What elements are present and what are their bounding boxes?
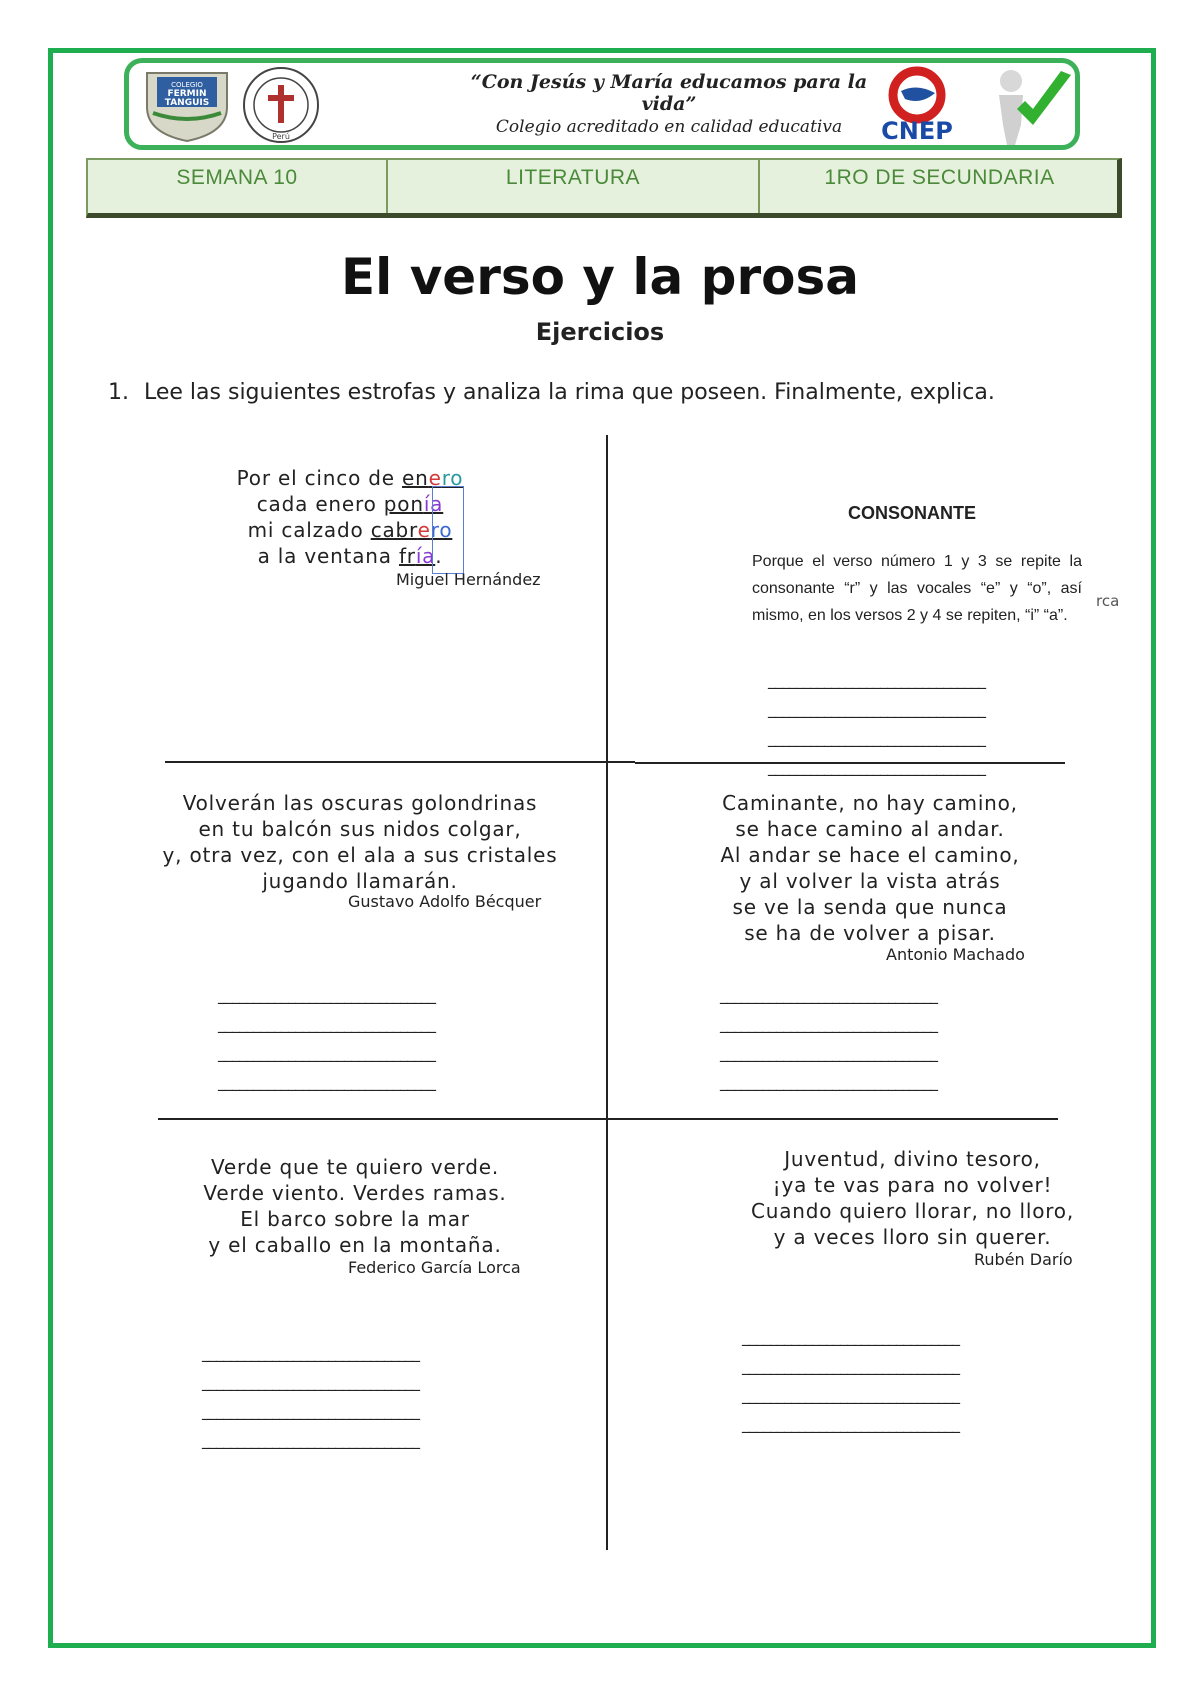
blank-line: _______________________________ <box>720 1014 937 1033</box>
blank-line: _______________________________ <box>768 757 985 776</box>
blank-line: _______________________________ <box>768 699 985 718</box>
poem-line: Caminante, no hay camino, <box>722 791 1018 815</box>
instruction <box>108 380 995 405</box>
crest-text-3: TANGUIS <box>164 98 210 108</box>
poem-5 <box>735 1146 1090 1250</box>
checkmark-figure-icon <box>981 63 1077 147</box>
blank-line: _______________________________ <box>218 1043 435 1062</box>
poem-line: y, otra vez, con el ala a sus cristales <box>162 843 558 867</box>
blank-line: _______________________________ <box>720 1043 937 1062</box>
instruction-text: Lee las siguientes estrofas y analiza la rima que poseen. Finalmente, explica. <box>144 380 995 405</box>
seal-text: Perú <box>272 132 290 141</box>
page-subtitle: Ejercicios <box>535 318 665 346</box>
blank-line: _______________________________ <box>742 1327 959 1346</box>
blank-line: _______________________________ <box>742 1385 959 1404</box>
poem-4-author: Federico García Lorca <box>348 1258 521 1277</box>
poem-line: se hace camino al andar. <box>735 817 1005 841</box>
crest-text-2: FERMIN <box>167 89 207 99</box>
poem-line: Al andar se hace el camino, <box>720 843 1020 867</box>
instruction-number: 1. <box>108 380 129 405</box>
poem-line: Cuando quiero llorar, no lloro, <box>750 1199 1075 1223</box>
poem-1-line-2: cada enero ponía <box>256 492 444 516</box>
blank-line: _______________________________ <box>218 1014 435 1033</box>
blank-line: _______________________________ <box>768 728 985 747</box>
answer-title: CONSONANTE <box>848 503 977 523</box>
answer-lines-1 <box>768 665 985 781</box>
poem-3 <box>690 790 1050 946</box>
poem-line: Verde viento. Verdes ramas. <box>203 1181 507 1205</box>
poem-line: se ve la senda que nunca <box>732 895 1008 919</box>
week-cell: SEMANA 10 <box>88 160 388 213</box>
poem-line: en tu balcón sus nidos colgar, <box>198 817 522 841</box>
blank-line: _______________________________ <box>202 1430 419 1449</box>
blank-line: _______________________________ <box>202 1401 419 1420</box>
answer-lines-5 <box>742 1322 959 1438</box>
header-banner <box>124 58 1080 150</box>
blank-line: _______________________________ <box>218 985 435 1004</box>
stray-text: rca <box>1096 592 1120 610</box>
poem-line: y al volver la vista atrás <box>739 869 1001 893</box>
blank-line: _______________________________ <box>768 670 985 689</box>
poem-1-author: Miguel Hernández <box>396 570 541 589</box>
answer-lines-3 <box>720 980 937 1096</box>
poem-line: ¡ya te vas para no volver! <box>772 1173 1053 1197</box>
poem-line: El barco sobre la mar <box>240 1207 470 1231</box>
round-seal-logo <box>241 65 321 145</box>
motto-line-2: Colegio acreditado en calidad educativa <box>495 117 843 137</box>
answer-text: Porque el verso número 1 y 3 se repite la consonante “r” y las vocales “e” y “o”, así mismo, en los versos 2 y 4 se repiten, “i” “a”. <box>752 553 1082 624</box>
poem-line: y el caballo en la montaña. <box>208 1233 502 1257</box>
poem-line: jugando llamarán. <box>262 869 458 893</box>
school-crest-logo <box>139 67 235 143</box>
horizontal-divider-2 <box>158 1118 1058 1120</box>
blank-line: _______________________________ <box>720 1072 937 1091</box>
poem-line: Verde que te quiero verde. <box>211 1155 499 1179</box>
poem-line: y a veces lloro sin querer. <box>773 1225 1052 1249</box>
motto-line-1: “Con Jesús y María educamos para la vida” <box>470 71 868 115</box>
blank-line: _______________________________ <box>742 1414 959 1433</box>
motto <box>459 71 879 137</box>
info-table <box>86 158 1122 218</box>
poem-1-line-4: a la ventana fría. <box>257 544 443 568</box>
poem-line: Volverán las oscuras golondrinas <box>182 791 538 815</box>
rhyme-marker-box <box>432 486 464 574</box>
horizontal-divider-1a <box>165 761 635 763</box>
blank-line: _______________________________ <box>202 1372 419 1391</box>
blank-line: _______________________________ <box>202 1343 419 1362</box>
answer-lines-4 <box>202 1338 419 1454</box>
subject-cell: LITERATURA <box>388 160 760 213</box>
cnep-text: CNEP <box>881 117 953 145</box>
poem-2-author: Gustavo Adolfo Bécquer <box>348 892 542 911</box>
blank-line: _______________________________ <box>720 985 937 1004</box>
poem-2 <box>140 790 580 894</box>
poem-line: Juventud, divino tesoro, <box>784 1147 1041 1171</box>
poem-3-author: Antonio Machado <box>886 945 1025 964</box>
vertical-divider <box>606 435 608 1550</box>
poem-1-line-1: Por el cinco de enero <box>236 466 464 490</box>
crest-text-1: COLEGIO <box>171 81 203 89</box>
page-title: El verso y la prosa <box>341 248 859 306</box>
cnep-logo <box>869 65 969 145</box>
grade-cell: 1RO DE SECUNDARIA <box>824 166 1055 189</box>
poem-1-line-3: mi calzado cabrero <box>247 518 453 542</box>
poem-4 <box>170 1154 540 1258</box>
answer-lines-2 <box>218 980 435 1096</box>
poem-5-author: Rubén Darío <box>974 1250 1073 1269</box>
blank-line: _______________________________ <box>742 1356 959 1375</box>
blank-line: _______________________________ <box>218 1072 435 1091</box>
poem-line: se ha de volver a pisar. <box>744 921 996 945</box>
